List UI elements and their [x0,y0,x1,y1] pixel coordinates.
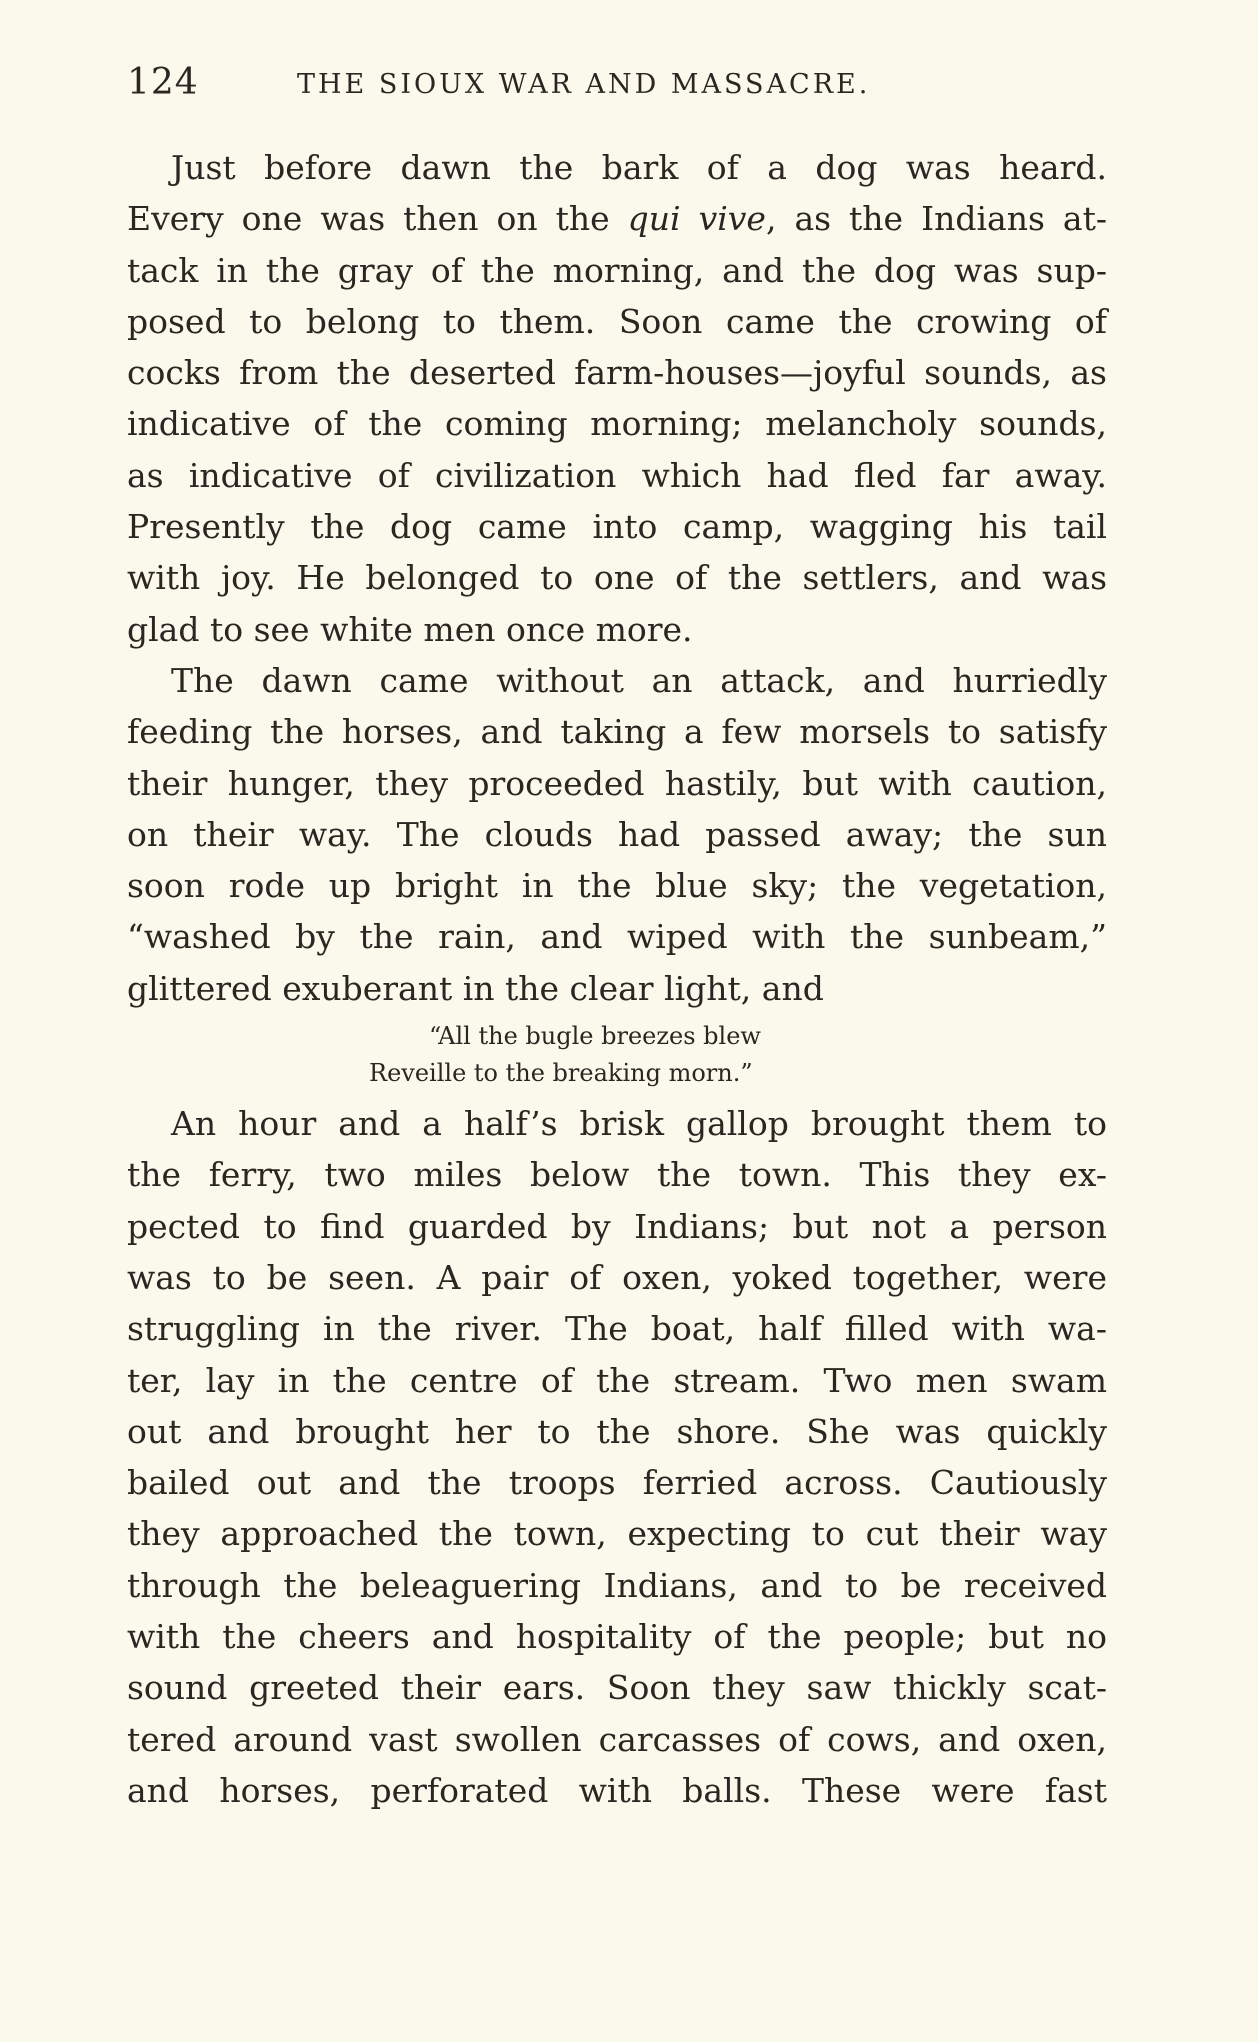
verse-line: Reveille to the breaking morn.” [369,1059,753,1088]
text-line: tered around vast swollen carcasses of cows, and oxen, [127,1719,1107,1759]
text-line: they approached the town, expecting to cut their way [127,1514,1107,1554]
text-line: glittered exuberant in the clear light, and [127,968,824,1008]
text-line: posed to belong to them. Soon came the crowing of [127,301,1107,341]
text-line: their hunger, they proceeded hastily, but with caution, [127,763,1107,803]
text-span: Every one was then on the [127,199,610,239]
text-line: with joy. He belonged to one of the settlers, and was [127,558,1107,598]
text-line: sound greeted their ears. Soon they saw thickly scat- [127,1668,1107,1708]
verse-line: “All the bugle breezes blew [429,1022,761,1051]
text-line: with the cheers and hospitality of the people; but no [127,1617,1107,1657]
text-line: pected to find guarded by Indians; but not a person [127,1206,1107,1246]
body-text [127,142,1107,1816]
text-line: the ferry, two miles below the town. This they ex- [127,1155,1107,1195]
text-line: soon rode up bright in the blue sky; the vegetation, [127,866,1107,906]
text-line [127,193,1107,244]
text-line: through the beleaguering Indians, and to be received [127,1565,1107,1605]
running-title: THE SIOUX WAR AND MASSACRE. [297,69,871,100]
text-line: tack in the gray of the morning, and the dog was sup- [127,250,1107,290]
text-line: bailed out and the troops ferried across. Cautiously [127,1463,1107,1503]
text-line: and horses, perforated with balls. These were fast [127,1770,1107,1810]
text-line: indicative of the coming morning; melancholy sounds, [127,404,1107,444]
text-line: as indicative of civilization which had fled far away. [127,455,1107,495]
text-line: struggling in the river. The boat, half filled with wa- [127,1309,1107,1349]
text-line: Presently the dog came into camp, wagging his tail [127,507,1107,547]
text-line: ter, lay in the centre of the stream. Two men swam [127,1360,1107,1400]
text-line: The dawn came without an attack, and hurriedly [171,660,1107,700]
text-line: on their way. The clouds had passed away; the sun [127,814,1107,854]
verse-quote [127,1018,1107,1092]
running-head [127,62,1127,122]
text-line: was to be seen. A pair of oxen, yoked together, were [127,1257,1107,1297]
text-line: Just before dawn the bark of a dog was heard. [171,148,1107,187]
text-line: feeding the horses, and taking a few morsels to satisfy [127,712,1107,752]
text-line: “washed by the rain, and wiped with the sunbeam,” [127,917,1107,957]
text-line: cocks from the deserted farm-houses—joyful sounds, as [127,353,1107,393]
page-number: 124 [127,62,199,103]
text-line: An hour and a half’s brisk gallop brought them to [171,1104,1107,1144]
text-line: glad to see white men once more. [127,609,693,649]
text-line: out and brought her to the shore. She was quickly [127,1411,1107,1451]
italic-phrase: qui vive [627,199,766,239]
text-span: , as the Indians at- [765,199,1107,239]
